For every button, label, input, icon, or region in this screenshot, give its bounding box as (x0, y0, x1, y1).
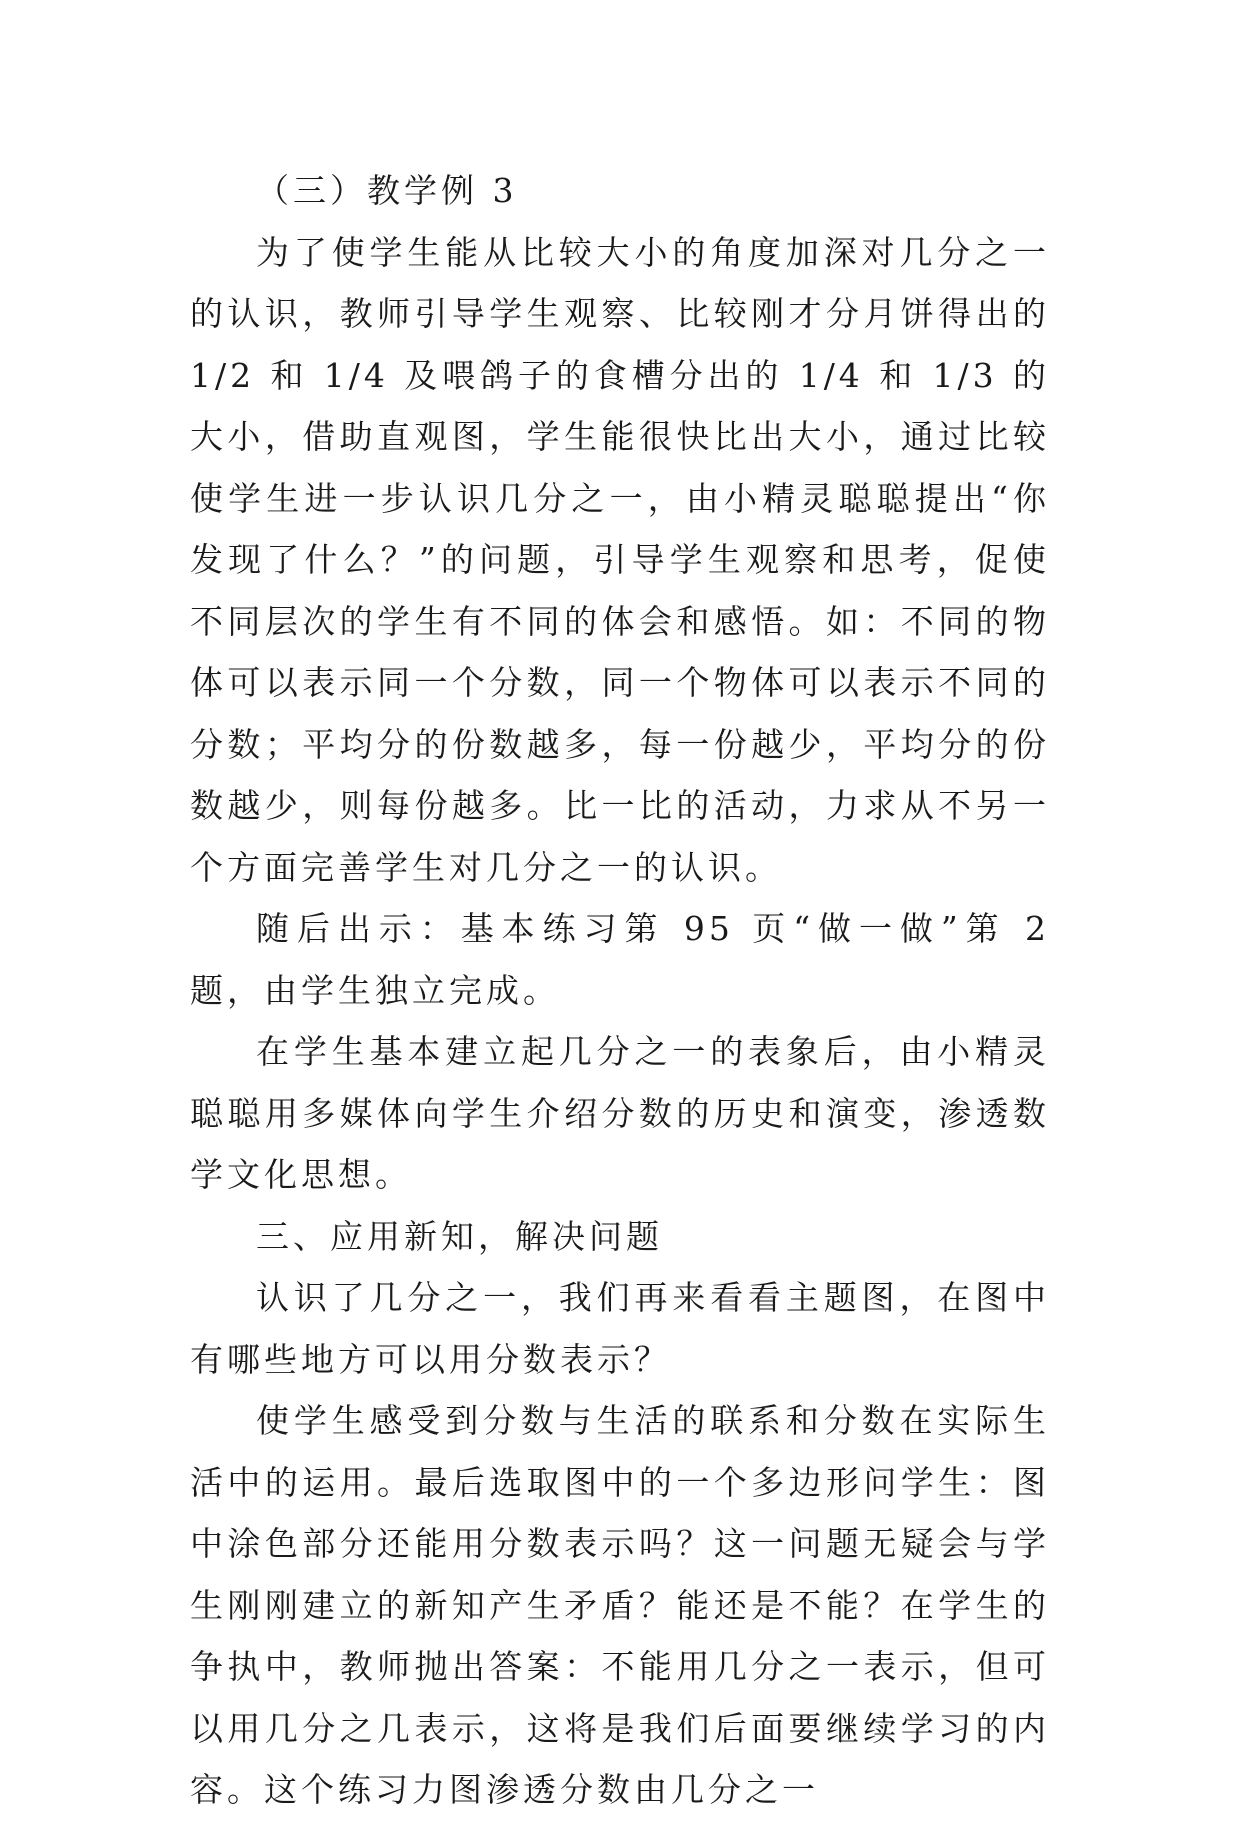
paragraph-real-life: 使学生感受到分数与生活的联系和分数在实际生活中的运用。最后选取图中的一个多边形问学生：图中涂色部分还能用分数表示吗？这一问题无疑会与学生刚刚建立的新知产生矛盾？能还是不能？在学生的争执中，教师抛出答案：不能用几分之一表示，但可以用几分之几表示，这将是我们后面要继续学习的内容。这个练习力图渗透分数由几分之一 (190, 1401, 1050, 1809)
section-heading-example-3: （三）教学例 3 (256, 171, 518, 210)
document-page (190, 160, 1050, 1821)
paragraph-history: 在学生基本建立起几分之一的表象后，由小精灵聪聪用多媒体向学生介绍分数的历史和演变，渗透数学文化思想。 (190, 1032, 1050, 1194)
paragraph-theme-image: 认识了几分之一，我们再来看看主题图，在图中有哪些地方可以用分数表示？ (190, 1278, 1050, 1379)
paragraph-compare-fractions: 为了使学生能从比较大小的角度加深对几分之一的认识，教师引导学生观察、比较刚才分月饼得出的 1/2 和 1/4 及喂鸽子的食槽分出的 1/4 和 1/3 的大小，借助直观图，学生能很快比出大小，通过比较使学生进一步认识几分之一，由小精灵聪聪提出“你发现了什么？”的问题，引导学生观察和思考，促使不同层次的学生有不同的体会和感悟。如：不同的物体可以表示同一个分数，同一个物体可以表示不同的分数；平均分的份数越多，每一份越少，平均分的份数越少，则每份越多。比一比的活动，力求从不另一个方面完善学生对几分之一的认识。 (190, 232, 1050, 887)
section-heading-apply: 三、应用新知，解决问题 (256, 1216, 663, 1256)
paragraph-exercise: 随后出示：基本练习第 95 页“做一做”第 2 题，由学生独立完成。 (190, 909, 1050, 1010)
